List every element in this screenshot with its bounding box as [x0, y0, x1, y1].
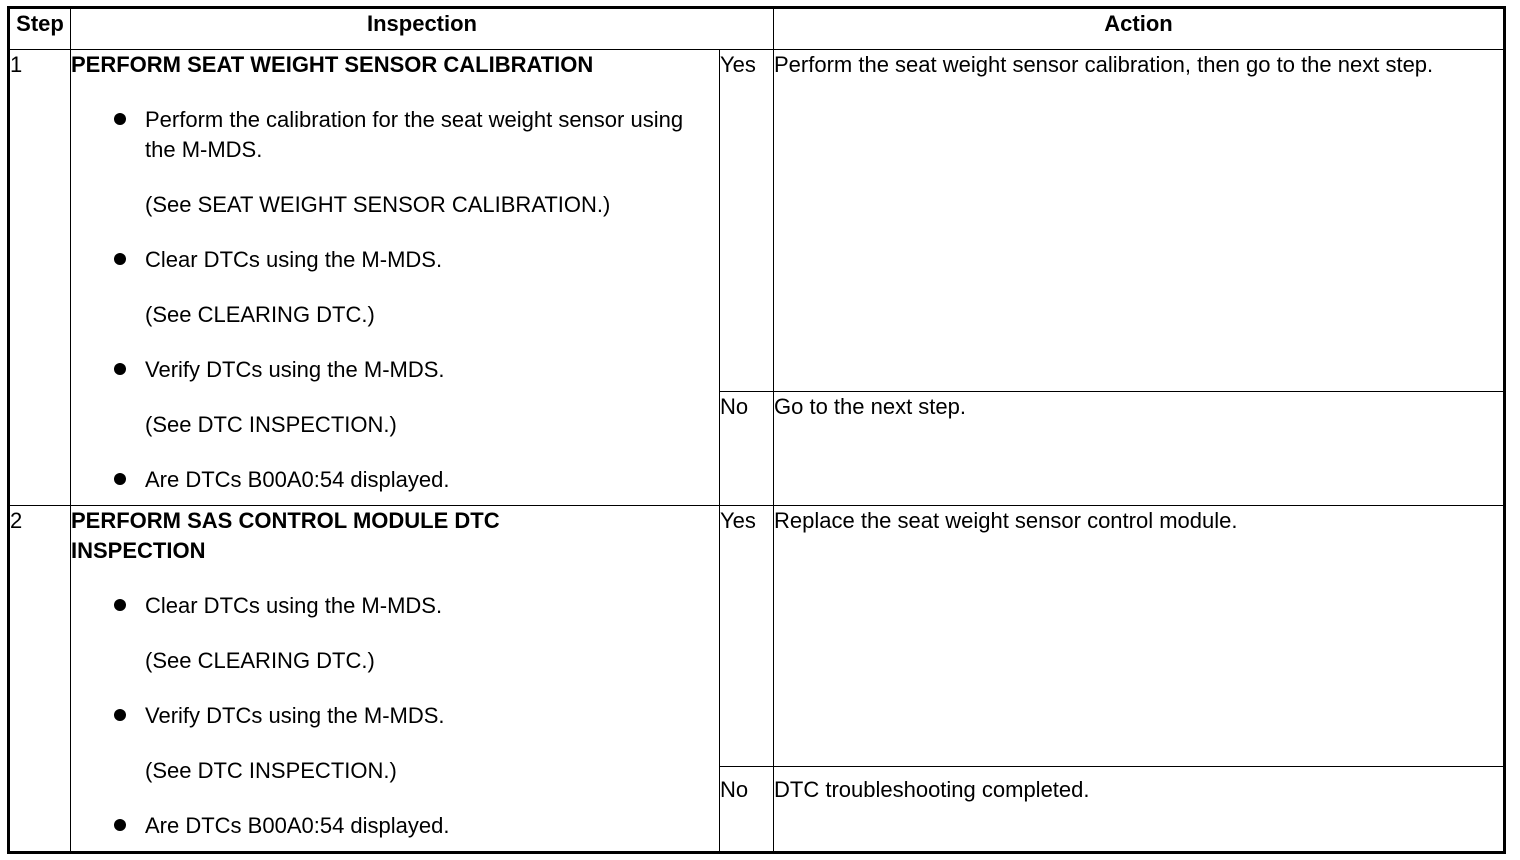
inspection-item-text: Clear DTCs using the M-MDS.: [145, 247, 443, 272]
bullet-icon: [114, 363, 126, 375]
see-reference: (See CLEARING DTC.): [145, 302, 375, 327]
step-1-yes-row: [9, 50, 1505, 392]
step-2-yes-row: [9, 506, 1505, 767]
header-action: Action: [774, 8, 1505, 50]
step-1-inspection: [71, 50, 720, 506]
no-action: DTC troubleshooting completed.: [774, 767, 1505, 853]
no-label: No: [719, 392, 773, 506]
yes-action: Replace the seat weight sensor control module.: [774, 506, 1505, 767]
see-reference: (See DTC INSPECTION.): [145, 758, 397, 783]
step-title: PERFORM SAS CONTROL MODULE DTC INSPECTION: [71, 508, 500, 563]
see-reference: (See SEAT WEIGHT SENSOR CALIBRATION.): [145, 192, 611, 217]
inspection-item: [71, 105, 719, 165]
inspection-item-text: Are DTCs B00A0:54 displayed.: [145, 467, 450, 492]
inspection-item-text: Verify DTCs using the M-MDS.: [145, 703, 445, 728]
bullet-icon: [114, 819, 126, 831]
inspection-item-text: Are DTCs B00A0:54 displayed.: [145, 813, 450, 838]
bullet-icon: [114, 709, 126, 721]
inspection-item: [71, 245, 719, 275]
step-number: 2: [9, 506, 71, 853]
bullet-icon: [114, 113, 126, 125]
no-action: Go to the next step.: [774, 392, 1505, 506]
inspection-item: [71, 701, 719, 731]
bullet-icon: [114, 473, 126, 485]
yes-action: Perform the seat weight sensor calibration, then go to the next step.: [774, 50, 1505, 392]
yes-label: Yes: [719, 50, 773, 392]
bullet-icon: [114, 599, 126, 611]
header-row: [9, 8, 1505, 50]
inspection-item-text: Verify DTCs using the M-MDS.: [145, 357, 445, 382]
step-number: 1: [9, 50, 71, 506]
inspection-item: [71, 811, 719, 841]
see-reference: (See CLEARING DTC.): [145, 648, 375, 673]
bullet-icon: [114, 253, 126, 265]
inspection-item-text: Perform the calibration for the seat weight sensor using the M-MDS.: [145, 107, 684, 162]
see-reference: (See DTC INSPECTION.): [145, 412, 397, 437]
header-inspection: Inspection: [71, 8, 774, 50]
inspection-item: [71, 355, 719, 385]
inspection-item: [71, 591, 719, 621]
step-2-inspection: [71, 506, 720, 853]
troubleshooting-table: [7, 6, 1506, 854]
no-label: No: [719, 767, 773, 853]
header-step: Step: [9, 8, 71, 50]
step-title: PERFORM SEAT WEIGHT SENSOR CALIBRATION: [71, 52, 594, 77]
yes-label: Yes: [719, 506, 773, 767]
inspection-item: [71, 465, 719, 495]
inspection-item-text: Clear DTCs using the M-MDS.: [145, 593, 443, 618]
